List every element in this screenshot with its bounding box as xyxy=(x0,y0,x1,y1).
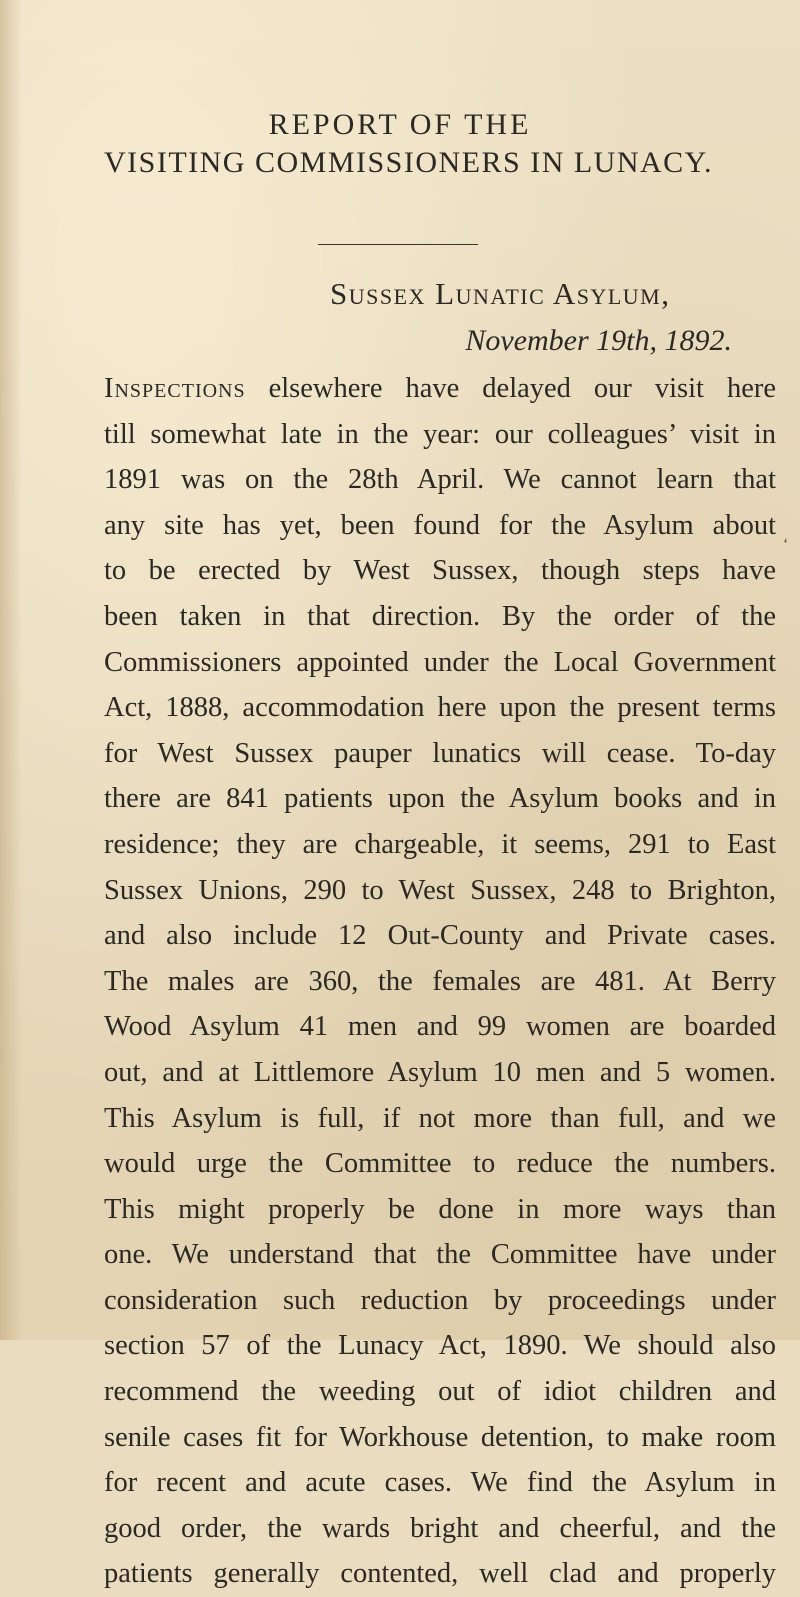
body-line: The males are 360, the females are 481. At Berry xyxy=(104,965,776,997)
body-line: 1891 was on the 28th April. We cannot learn that xyxy=(104,464,776,496)
body-line: Commissioners appointed under the Local Government xyxy=(104,646,776,678)
body-line: recommend the weeding out of idiot children and xyxy=(104,1376,776,1408)
body-line: for recent and acute cases. We find the Asylum in xyxy=(104,1467,776,1499)
body-line: senile cases fit for Workhouse detention, to make room xyxy=(104,1421,776,1453)
section-divider xyxy=(318,244,478,245)
body-line: This Asylum is full, if not more than full, and we xyxy=(104,1102,776,1134)
body-line: residence; they are chargeable, it seems, 291 to East xyxy=(104,828,776,860)
body-line: Sussex Unions, 290 to West Sussex, 248 to Brighton, xyxy=(104,874,776,906)
dateline-date: November 19th, 1892. xyxy=(465,324,732,357)
report-body xyxy=(104,366,776,1597)
report-title-line-2: VISITING COMMISSIONERS IN LUNACY. xyxy=(104,146,713,179)
body-line: section 57 of the Lunacy Act, 1890. We should also xyxy=(104,1330,776,1362)
body-line: to be erected by West Sussex, though steps have xyxy=(104,555,776,587)
body-line: consideration such reduction by proceedings under xyxy=(104,1284,776,1316)
body-line: been taken in that direction. By the order of the xyxy=(104,600,776,632)
body-line: Act, 1888, accommodation here upon the present terms xyxy=(104,692,776,724)
body-line: Wood Asylum 41 men and 99 women are boarded xyxy=(104,1011,776,1043)
body-line: out, and at Littlemore Asylum 10 men and 5 women. xyxy=(104,1056,776,1088)
body-line: till somewhat late in the year: our colleagues’ visit in xyxy=(104,418,776,450)
report-title-line-1: REPORT OF THE xyxy=(268,108,532,141)
body-line: would urge the Committee to reduce the numbers. xyxy=(104,1148,776,1180)
margin-mark: ‘ xyxy=(783,536,789,553)
body-first-word: Inspections xyxy=(104,373,246,404)
body-line: for West Sussex pauper lunatics will cease. To-day xyxy=(104,737,776,769)
body-line: one. We understand that the Committee have under xyxy=(104,1239,776,1271)
dateline-place: Sussex Lunatic Asylum, xyxy=(330,276,671,311)
body-line: Inspections elsewhere have delayed our visit here xyxy=(104,373,776,404)
body-line: good order, the wards bright and cheerful, and the xyxy=(104,1512,776,1544)
body-line: there are 841 patients upon the Asylum books and in xyxy=(104,783,776,815)
page-edge-shadow xyxy=(0,0,22,1340)
body-line: any site has yet, been found for the Asylum about xyxy=(104,509,776,541)
body-line: patients generally contented, well clad and properly xyxy=(104,1558,776,1590)
body-line: This might properly be done in more ways than xyxy=(104,1193,776,1225)
body-line: and also include 12 Out-County and Private cases. xyxy=(104,920,776,952)
